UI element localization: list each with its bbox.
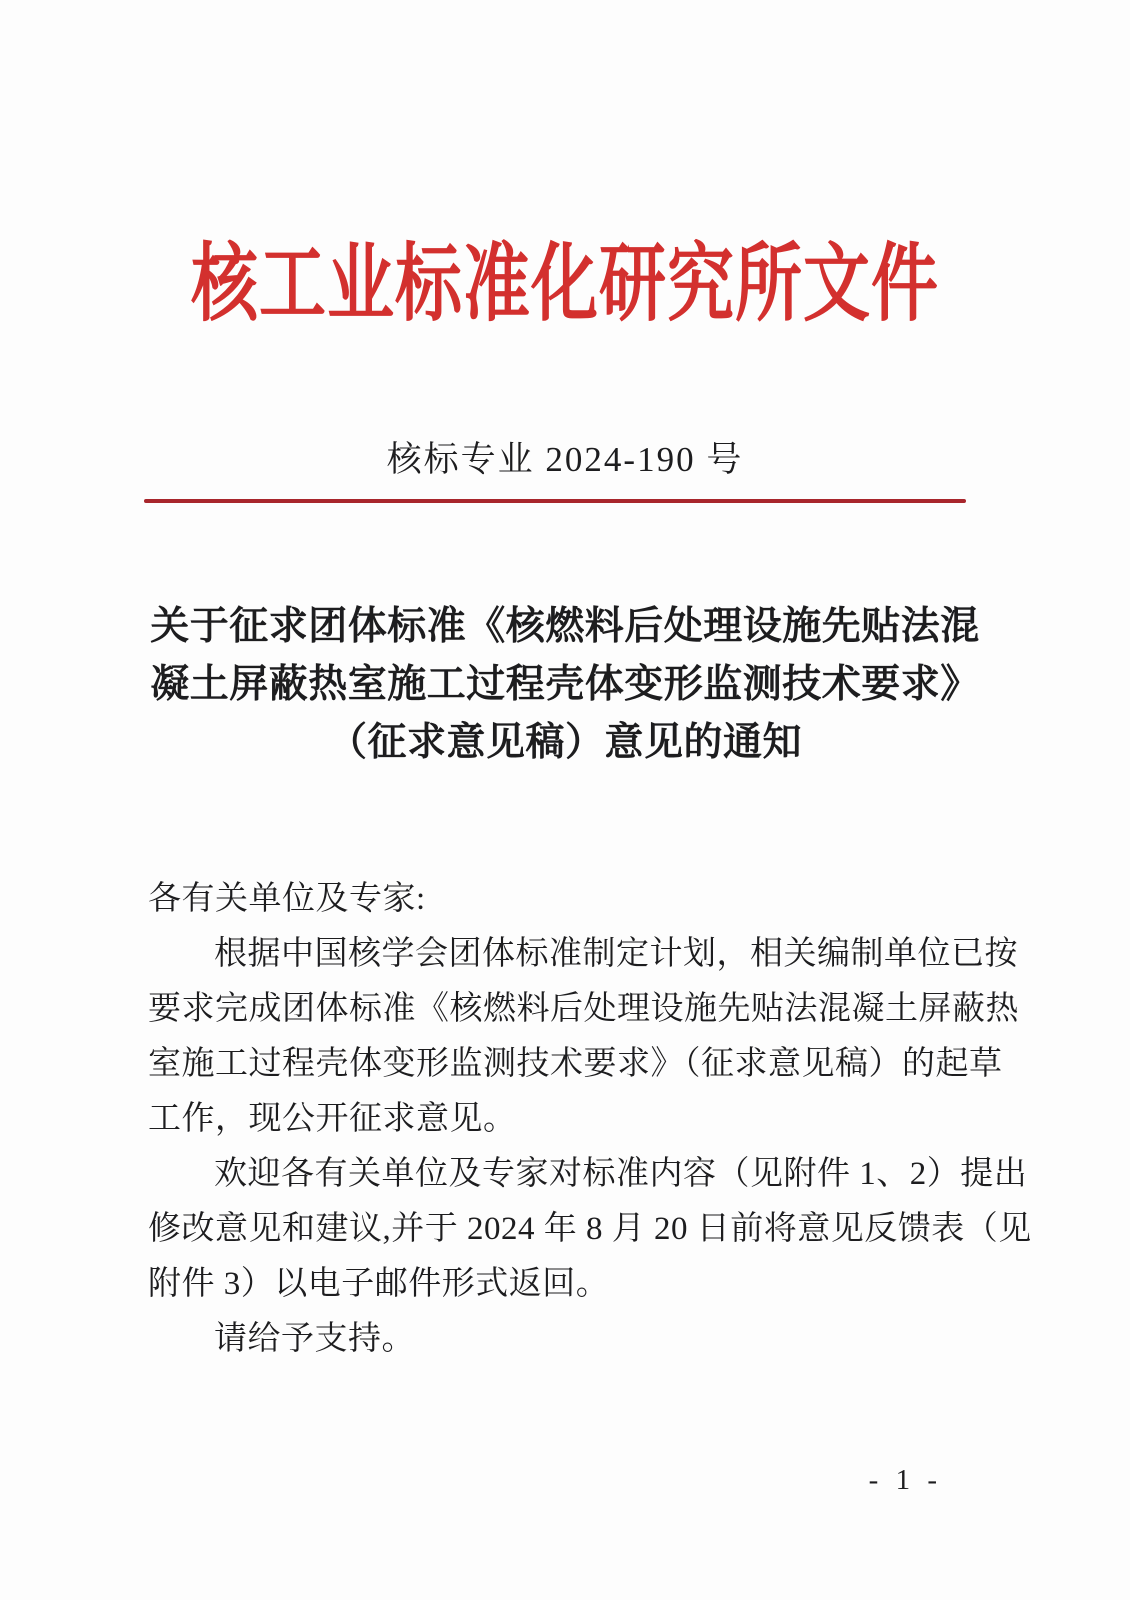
notice-body bbox=[148, 872, 1032, 1367]
notice-title bbox=[90, 598, 1040, 772]
body-line: 欢迎各有关单位及专家对标准内容（见附件 1、2）提出 bbox=[214, 1156, 1028, 1192]
notice-title-line-1: 关于征求团体标准《核燃料后处理设施先贴法混 bbox=[150, 605, 980, 648]
document-number: 核标专业 2024-190 号 bbox=[386, 440, 744, 479]
body-line: 附件 3）以电子邮件形式返回。 bbox=[148, 1266, 610, 1302]
notice-title-line-2: 凝土屏蔽热室施工过程壳体变形监测技术要求》 bbox=[150, 663, 980, 706]
body-line: 要求完成团体标准《核燃料后处理设施先贴法混凝土屏蔽热 bbox=[148, 991, 1019, 1027]
red-divider-line bbox=[144, 499, 966, 503]
body-line: 根据中国核学会团体标准制定计划，相关编制单位已按 bbox=[214, 936, 1018, 972]
page-number: - 1 - bbox=[868, 1464, 942, 1496]
body-line: 工作，现公开征求意见。 bbox=[148, 1101, 517, 1137]
salutation: 各有关单位及专家: bbox=[148, 881, 426, 917]
body-line: 修改意见和建议,并于 2024 年 8 月 20 日前将意见反馈表（见 bbox=[148, 1211, 1032, 1247]
notice-title-line-3: （征求意见稿）意见的通知 bbox=[327, 721, 802, 764]
letterhead-title: 核工业标准化研究所文件 bbox=[191, 237, 939, 332]
body-line: 室施工过程壳体变形监测技术要求》（征求意见稿）的起草 bbox=[148, 1046, 1003, 1082]
body-line: 请给予支持。 bbox=[214, 1321, 415, 1357]
